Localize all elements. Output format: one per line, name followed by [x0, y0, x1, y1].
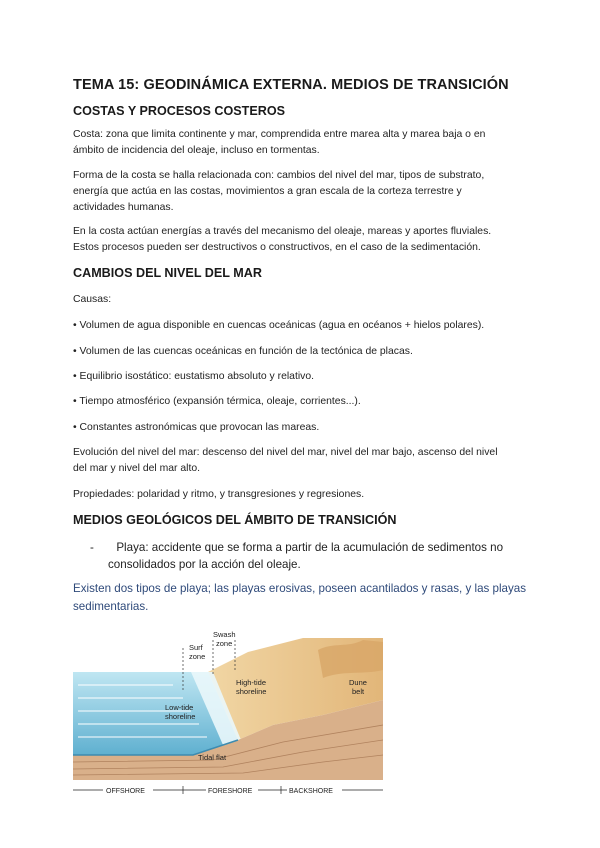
dune-belt-label-2: belt	[352, 687, 365, 696]
bullet-item: • Tiempo atmosférico (expansión térmica, oleaje, corrientes...).	[73, 394, 361, 411]
backshore-label: BACKSHORE	[289, 788, 333, 795]
playa-label: Playa:	[116, 541, 149, 554]
tidal-flat-label: Tidal flat	[198, 753, 227, 762]
paragraph-evolucion-line2: del mar y nivel del mar alto.	[73, 463, 201, 474]
dash-list-item	[90, 538, 530, 556]
dune-belt-label: Dune	[349, 678, 367, 687]
bullet-item: • Volumen de agua disponible en cuencas oceánicas (agua en océanos + hielos polares).	[73, 318, 484, 335]
dash-marker: -	[90, 541, 94, 554]
beach-profile-figure	[73, 630, 383, 802]
paragraph-tipos-line1: Existen dos tipos de playa; las playas erosivas, poseen acantilados y rasas, y las playas	[73, 582, 527, 595]
swash-zone-label: Swash	[213, 630, 236, 639]
playa-def-line2: consolidados por la acción del oleaje.	[108, 558, 301, 571]
bullet-item: • Constantes astronómicas que provocan las mareas.	[73, 420, 319, 437]
section-heading-nivel-mar: CAMBIOS DEL NIVEL DEL MAR	[73, 266, 262, 280]
surf-zone-label: Surf	[189, 643, 203, 652]
low-tide-label: Low-tide	[165, 703, 194, 712]
page-title: TEMA 15: GEODINÁMICA EXTERNA. MEDIOS DE TRANSICIÓN	[73, 77, 509, 93]
high-tide-label: High-tide	[236, 678, 267, 687]
low-tide-label-2: shoreline	[165, 712, 196, 721]
paragraph-evolucion-line1: Evolución del nivel del mar: descenso del nivel del mar, nivel del mar bajo, ascenso del nivel	[73, 447, 498, 458]
dash-list-continuation	[108, 555, 301, 573]
section-heading-medios: MEDIOS GEOLÓGICOS DEL ÁMBITO DE TRANSICIÓN	[73, 513, 397, 527]
foreshore-label: FORESHORE	[208, 788, 253, 795]
causes-label: Causas:	[73, 294, 112, 305]
paragraph-forma-line1: Forma de la costa se halla relacionada con: cambios del nivel del mar, tipos de substrato,	[73, 170, 485, 181]
paragraph-propiedades: Propiedades: polaridad y ritmo, y transgresiones y regresiones.	[73, 489, 365, 500]
paragraph-costa-line1: Costa: zona que limita continente y mar, comprendida entre marea alta y marea baja o en	[73, 129, 486, 140]
high-tide-label-2: shoreline	[236, 687, 267, 696]
surf-zone-label-2: zone	[189, 652, 206, 661]
paragraph-tipos-line2: sedimentarias.	[73, 600, 149, 613]
paragraph-energias-line1: En la costa actúan energías a través del mecanismo del oleaje, mareas y aportes fluviales.	[73, 226, 492, 237]
offshore-label: OFFSHORE	[106, 788, 145, 795]
swash-zone-label-2: zone	[216, 639, 233, 648]
paragraph-costa-line2: ámbito de incidencia del oleaje, incluso en tormentas.	[73, 145, 320, 156]
bullet-item: • Equilibrio isostático: eustatismo absoluto y relativo.	[73, 369, 314, 386]
bullet-item: • Volumen de las cuencas oceánicas en función de la tectónica de placas.	[73, 344, 413, 361]
paragraph-energias-line2: Estos procesos pueden ser destructivos o constructivos, en el caso de la sedimentación.	[73, 242, 481, 253]
playa-def-line1: accidente que se forma a partir de la acumulación de sedimentos no	[148, 541, 504, 554]
paragraph-forma-line2: energía que actúa en las costas, movimientos a gran escala de la corteza terrestre y	[73, 186, 462, 197]
section-heading-costas: COSTAS Y PROCESOS COSTEROS	[73, 104, 286, 118]
paragraph-forma-line3: actividades humanas.	[73, 202, 174, 213]
